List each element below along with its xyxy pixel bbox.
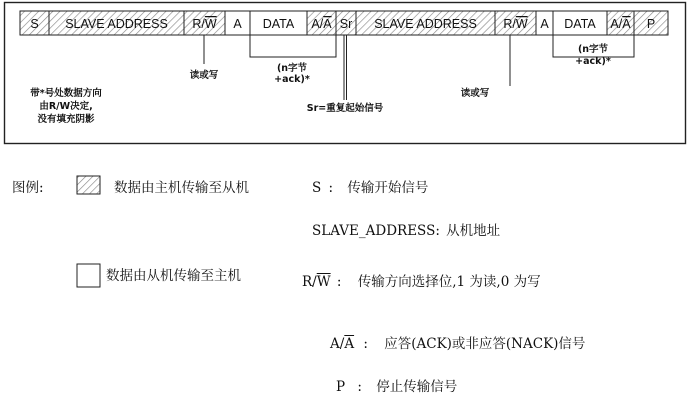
nbyte-label-1-line2: +ack)*	[274, 74, 310, 85]
legend-ack-row	[330, 332, 585, 352]
frame-cell-label: SLAVE ADDRESS	[65, 17, 168, 31]
note-line-3: 没有填充阴影	[37, 114, 95, 125]
note-line-1: 带*号处数据方向	[30, 88, 102, 99]
nbyte-label-1-line1: (n字节	[276, 63, 308, 74]
legend-master-to-slave: 数据由主机传输至从机	[114, 180, 249, 196]
legend-title: 图例:	[12, 180, 44, 196]
legend-p-key: P	[336, 379, 346, 395]
legend-rw-desc: 传输方向选择位,1 为读,0 为写	[357, 274, 541, 290]
nbyte-label-2-line2: +ack)*	[575, 56, 611, 67]
note-line-2: 由R/W决定,	[39, 101, 93, 112]
legend-rw-key: R/	[302, 274, 317, 290]
legend-slave-address-key: SLAVE_ADDRESS:	[312, 223, 440, 239]
legend-ack-key-bar: $\overline{A}$	[344, 336, 355, 352]
frame-cell-label: Sr	[339, 17, 353, 31]
frame-cell-label: R/W	[503, 17, 528, 31]
frame-cell-label: DATA	[262, 17, 295, 31]
frame-cell-label: R/W	[192, 17, 217, 31]
legend-ack-sep: :	[363, 336, 368, 352]
frame-cell-5	[250, 11, 307, 35]
annotation-connectors	[204, 35, 634, 100]
legend-s-sep: :	[328, 180, 334, 196]
frame-cell-3	[184, 11, 225, 35]
rw-label-2: 读或写	[460, 88, 490, 99]
frame-cell-8	[356, 11, 495, 35]
frame-cell-6	[307, 11, 336, 35]
legend-s-desc: 传输开始信号	[347, 180, 429, 196]
frame-cell-1	[20, 11, 49, 35]
frame-cell-label: A	[540, 17, 549, 31]
frame-cell-11	[553, 11, 607, 35]
nbyte-label-2-line1: (n字节	[577, 44, 609, 55]
legend-ack-desc: 应答(ACK)或非应答(NACK)信号	[384, 336, 586, 352]
legend-ack-key: A/	[330, 336, 345, 352]
nbyte-bracket-1	[250, 35, 336, 57]
frame-cell-label: A	[233, 17, 242, 31]
legend-s-row	[312, 176, 428, 196]
frame-cell-12	[607, 11, 634, 35]
frame-bit-fields	[20, 11, 668, 35]
legend-hatched-swatch	[77, 176, 100, 194]
legend-rw-row	[302, 270, 541, 290]
frame-cell-label: A/A	[311, 17, 332, 31]
sr-label: Sr=重复起始信号	[306, 103, 384, 114]
frame-cell-label: DATA	[564, 17, 596, 31]
legend-p-sep: :	[357, 379, 362, 395]
frame-cell-10	[536, 11, 553, 35]
legend-rw-sep: :	[336, 274, 342, 290]
frame-cell-13	[634, 11, 668, 35]
frame-cell-label: S	[30, 17, 39, 31]
legend-slave-address-row	[312, 219, 500, 239]
frame-cell-label: SLAVE ADDRESS	[374, 17, 477, 31]
legend-slave-address-desc: 从机地址	[446, 223, 501, 239]
frame-cell-9	[495, 11, 536, 35]
legend-slave-to-master: 数据由从机传输至主机	[106, 268, 241, 284]
legend-p-desc: 停止传输信号	[376, 379, 458, 395]
legend-p-row	[336, 375, 457, 395]
legend-rw-key-bar: $\overline{W}$	[316, 274, 331, 290]
legend-s-key: S	[312, 180, 322, 196]
frame-cell-label: A/A	[610, 17, 631, 31]
frame-cell-4	[225, 11, 250, 35]
rw-label-1: 读或写	[189, 70, 219, 81]
frame-cell-label: P	[646, 17, 656, 31]
frame-cell-2	[49, 11, 184, 35]
frame-cell-7	[336, 11, 356, 35]
legend-plain-swatch	[77, 264, 100, 287]
